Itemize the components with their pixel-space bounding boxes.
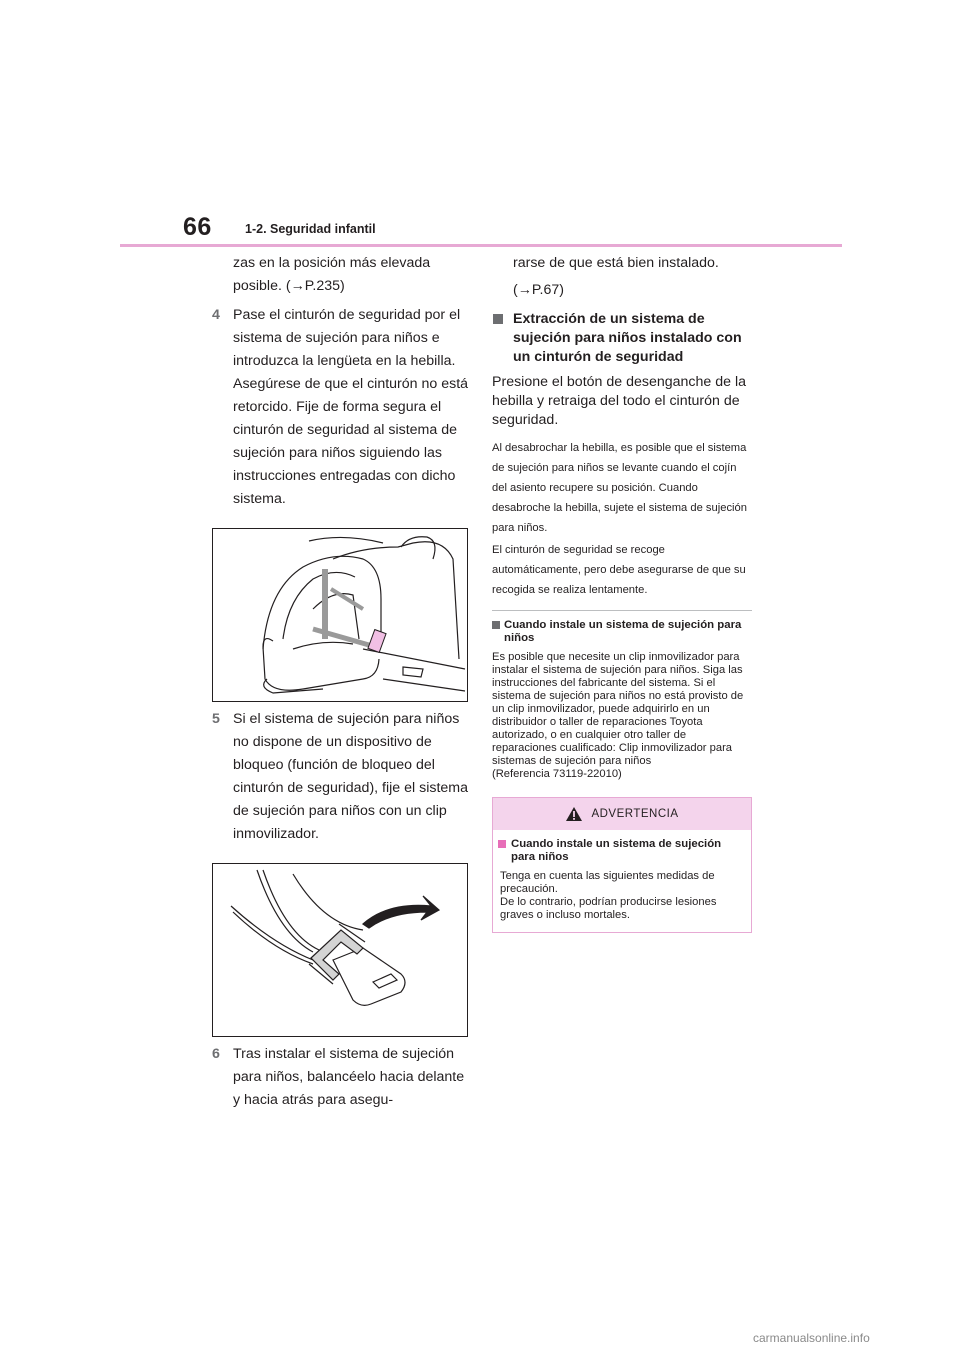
warning-body [498, 870, 739, 922]
continuation-text [492, 252, 752, 302]
step-6 [212, 1043, 470, 1112]
section-title: 1-2. Seguridad infantil [245, 222, 376, 236]
warning-triangle-icon [565, 806, 583, 822]
subsection-heading [492, 310, 752, 367]
step-text: Si el sistema de sujeción para niños no dispone de un dispositivo de bloqueo (función de bloqueo del cinturón de seguridad), fije el sistema de sujeción para niños con un clip inmovilizador. [233, 711, 469, 842]
step-text: Tras instalar el sistema de sujeción para niños, balancéelo hacia delante y hacia atrás para asegu- [233, 1046, 465, 1108]
note-heading [492, 619, 752, 645]
step-number: 6 [212, 1046, 220, 1062]
page-number: 66 [183, 213, 212, 241]
intro-text [212, 252, 474, 298]
intro-line-2: posible. (→P.235) [233, 278, 345, 294]
warning-title: ADVERTENCIA [591, 808, 679, 820]
removal-instructions: Presione el botón de desenganche de la hebilla y retraiga del todo el cinturón de seguridad. [492, 374, 746, 428]
square-bullet-icon [498, 840, 506, 848]
note-reference: (Referencia 73119-22010) [492, 768, 622, 780]
note-body [492, 651, 752, 781]
note-unbuckle: Al desabrochar la hebilla, es posible que el sistema de sujeción para niños se levante cuando el cojín del asiento recupere su posición. Cuando desabroche la hebilla, sujete el sistema de sujeción para niños. [492, 442, 747, 534]
warning-heading [498, 838, 739, 864]
locking-clip-illustration [213, 864, 467, 1036]
square-bullet-icon [492, 621, 500, 629]
warning-title-bar [493, 798, 751, 830]
step-5 [212, 708, 470, 846]
intro-line-1: zas en la posición más elevada [233, 255, 431, 271]
section-divider [492, 610, 752, 611]
child-seat-illustration [213, 529, 467, 701]
step-4 [212, 304, 470, 511]
warning-body-2: De lo contrario, podrían producirse lesiones graves o incluso mortales. [500, 896, 717, 921]
left-column [212, 252, 474, 1112]
note-heading-text: Cuando instale un sistema de sujeción para niños [504, 619, 742, 644]
site-watermark: carmanualsonline.info [753, 1331, 870, 1345]
right-column [492, 252, 752, 933]
step-number: 4 [212, 307, 220, 323]
figure-locking-clip [212, 863, 468, 1037]
figure-child-seat [212, 528, 468, 702]
warning-content [493, 830, 751, 932]
step-text: Pase el cinturón de seguridad por el sistema de sujeción para niños e introduzca la lengüeta en la hebilla. Asegúrese de que el cinturón no está retorcido. Fije de forma segura el cinturón de seguridad al sistema de sujeción para niños siguiendo las instrucciones entregadas con dicho sistema. [233, 307, 469, 507]
continuation-line-2: (→P.67) [513, 282, 564, 298]
warning-body-1: Tenga en cuenta las siguientes medidas de precaución. [500, 870, 715, 895]
note-body-text: Es posible que necesite un clip inmovilizador para instalar el sistema de sujeción para niños. Siga las instrucciones del fabricante del sistema. Si el sistema de sujeción para niños no está provisto de un clip inmovilizador, puede adquirirlo en un distribuidor o taller de reparaciones Toyota autorizado, o en cualquier otro taller de reparaciones cualificado: Clip inmovilizador para sistemas de sujeción para niños [492, 651, 744, 767]
subsection-heading-text: Extracción de un sistema de sujeción para niños instalado con un cinturón de seguridad [513, 311, 742, 365]
square-bullet-icon [493, 314, 503, 324]
step-number: 5 [212, 711, 220, 727]
header-divider [120, 244, 842, 247]
warning-box [492, 797, 752, 933]
note-retract: El cinturón de seguridad se recoge automáticamente, pero debe asegurarse de que su recogida se realiza lentamente. [492, 544, 746, 596]
continuation-line-1: rarse de que está bien instalado. [513, 255, 719, 271]
warning-heading-text: Cuando instale un sistema de sujeción para niños [511, 838, 722, 863]
